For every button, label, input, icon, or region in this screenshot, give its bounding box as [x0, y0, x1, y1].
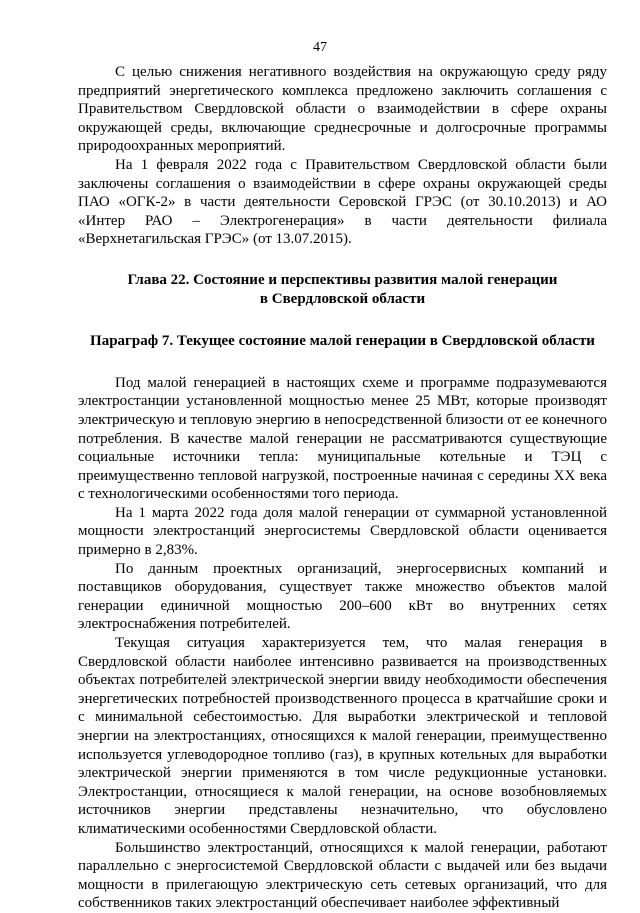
- paragraph-agreements: С целью снижения негативного воздействия на окружающую среду ряду предприятий энергетического комплекса предложено заключить соглашения с Правительством Свердловской области о взаимодействии в сфере охраны окружающей среды, включающие среднесрочные и долгосрочные программы природоохранных мероприятий.: [78, 64, 607, 155]
- paragraph-definition: Под малой генерацией в настоящих схеме и программе подразумеваются электростанции установленной мощностью менее 25 МВт, которые производят электрическую и тепловую энергию в непосредственной близости от ее конечного потребления. В качестве малой генерации не рассматриваются существующие социальные источники тепла: муниципальные котельные и ТЭЦ с преимущественно тепловой нагрузкой, построенные начиная с середины XX века с технологическими особенностями того периода.: [78, 374, 607, 503]
- paragraph-share: На 1 марта 2022 года доля малой генерации от суммарной установленной мощности электростанций энергосистемы Свердловской области оценивается примерно в 2,83%.: [78, 504, 607, 559]
- paragraph-agreements-concluded: На 1 февраля 2022 года с Правительством Свердловской области были заключены соглашения о взаимодействии в сфере охраны окружающей среды ПАО «ОГК-2» в части деятельности Серовской ГРЭС (от 30.10.2013) и АО «Интер РАО – Электрогенерация» в части деятельности филиала «Верхнетагильская ГРЭС» (от 13.07.2015).: [78, 156, 607, 248]
- page-number: 47: [313, 40, 327, 55]
- chapter-heading-line-2: в Свердловской области: [259, 290, 426, 307]
- paragraph-parallel-operation: Большинство электростанций, относящихся к малой генерации, работают параллельно с энергосистемой Свердловской области с выдачей или без выдачи мощности в прилегающую электрическую сеть сетевых организаций, что для собственников таких электростанций обеспечивает наиболее эффективный: [78, 839, 607, 912]
- chapter-heading-line-1: Глава 22. Состояние и перспективы развития малой генерации: [127, 271, 558, 288]
- paragraph-heading: Параграф 7. Текущее состояние малой генерации в Свердловской области: [90, 333, 595, 350]
- document-body: [78, 63, 607, 913]
- paragraph-objects: По данным проектных организаций, энергосервисных компаний и поставщиков оборудования, существует также множество объектов малой генерации единичной мощностью 200–600 кВт во внутренних сетях электроснабжения потребителей.: [78, 560, 607, 633]
- paragraph-situation: Текущая ситуация характеризуется тем, что малая генерация в Свердловской области наиболее интенсивно развивается на производственных объектах потребителей электрической энергии ввиду необходимости обеспечения энергетических потребностей производственного процесса в кратчайшие сроки и с минимальной себестоимостью. Для выработки электрической и тепловой энергии на электростанциях, относящихся к малой генерации, преимущественно используется углеводородное топливо (газ), в крупных котельных для выработки электрической энергии применяются в том числе редукционные установки. Электростанции, относящиеся к малой генерации, на основе возобновляемых источников энергии представлены незначительно, что обусловлено климатическими особенностями Свердловской области.: [78, 635, 607, 837]
- chapter-heading: [78, 271, 607, 308]
